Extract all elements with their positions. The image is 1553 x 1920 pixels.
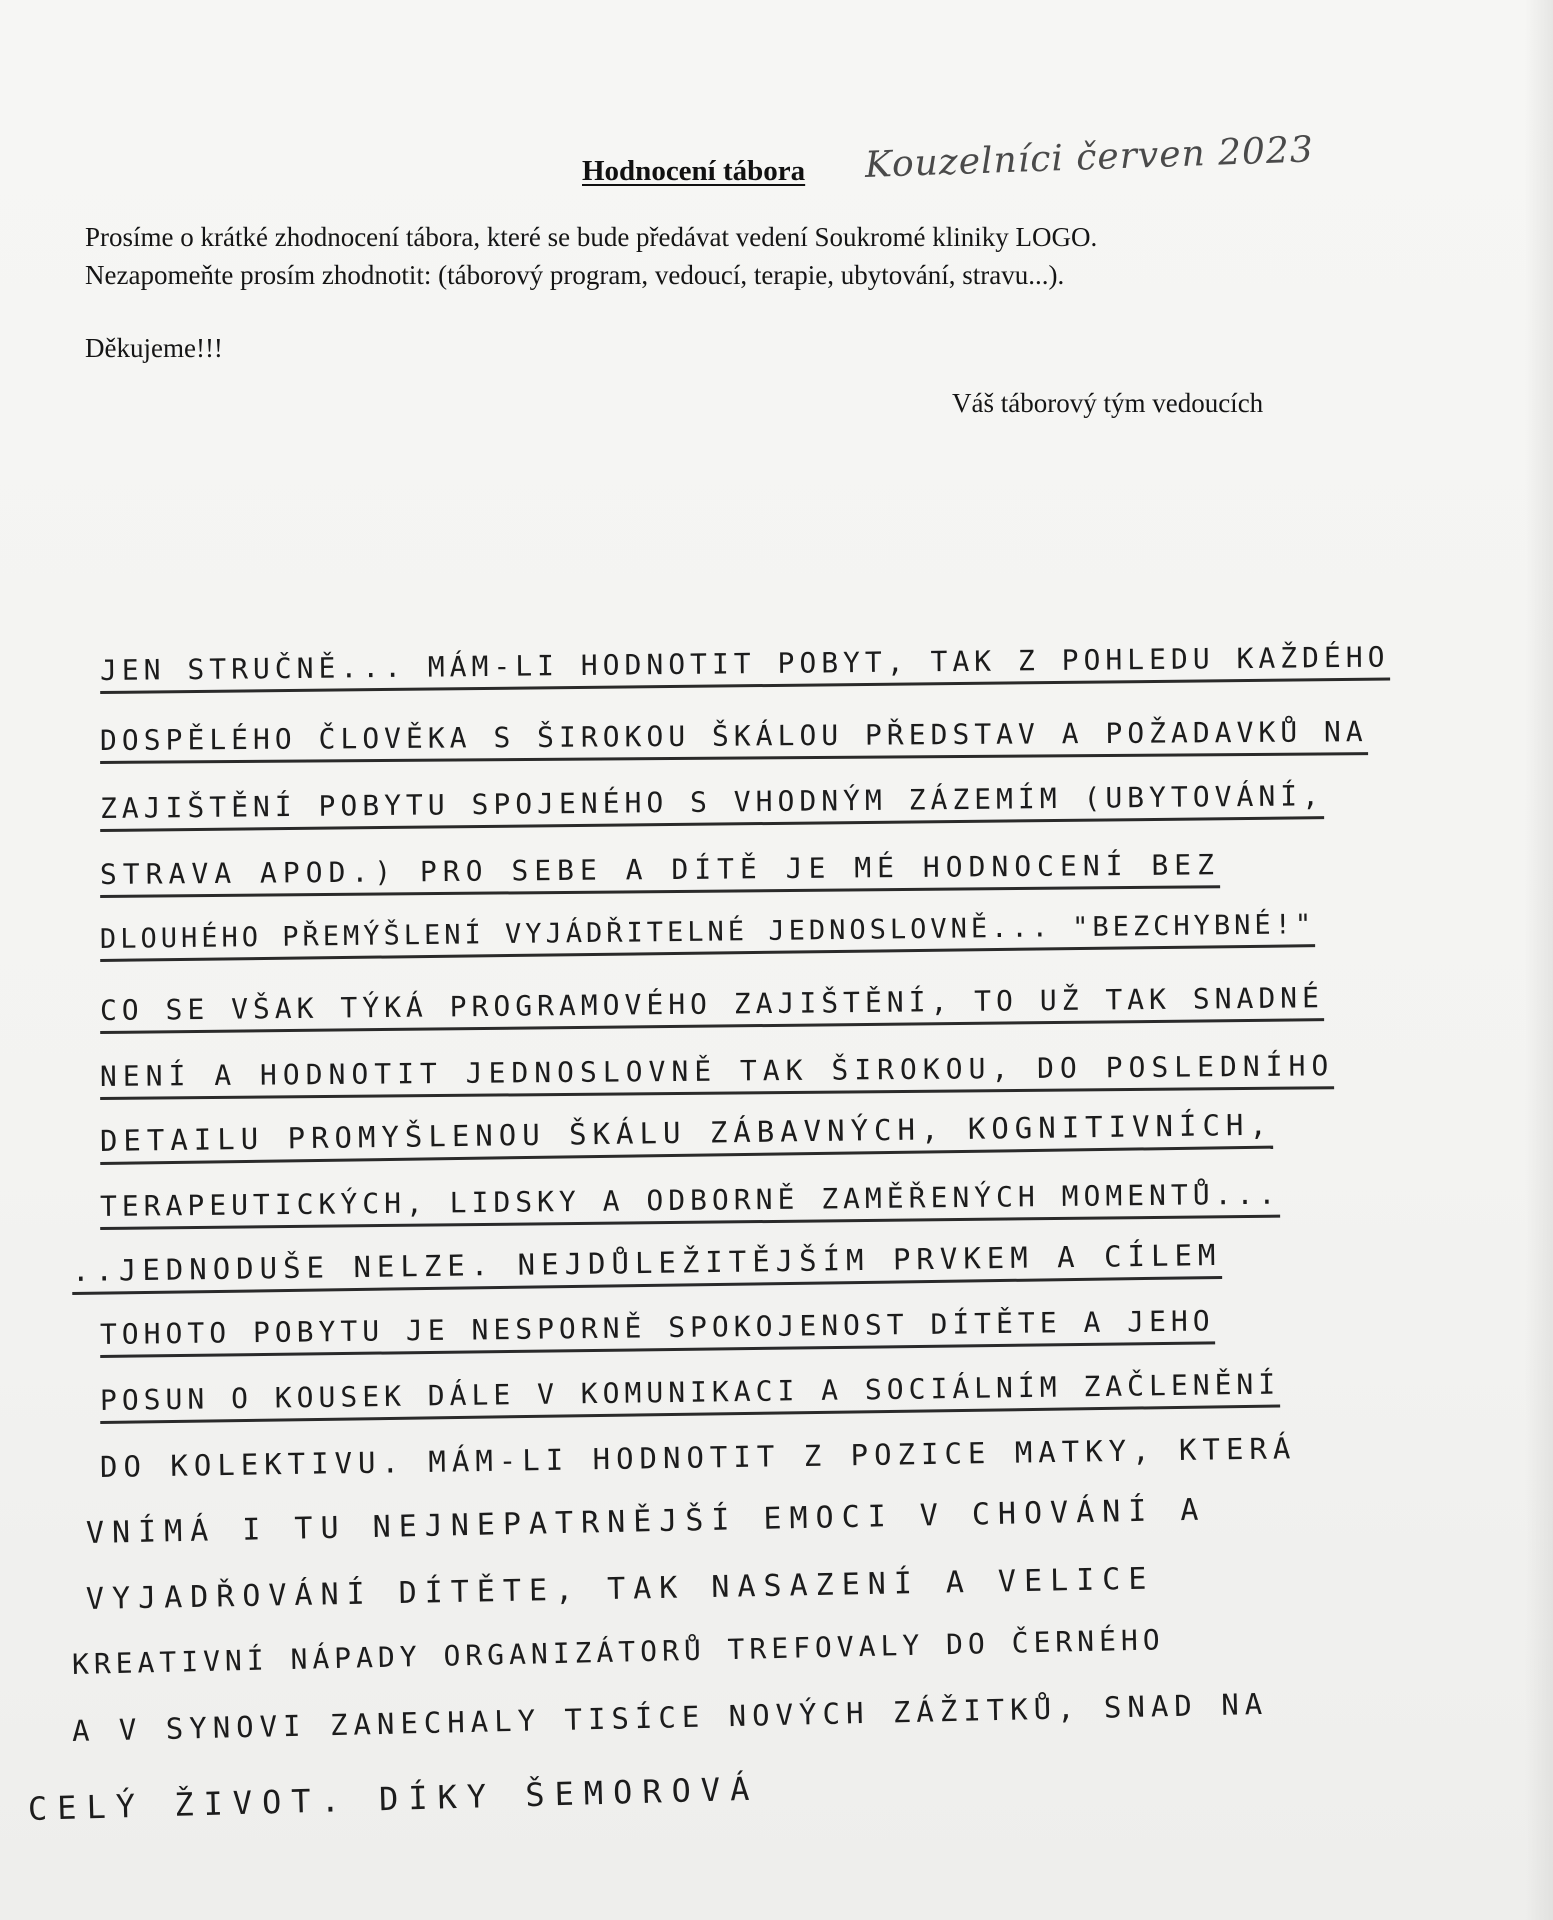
team-signature: Váš táborový tým vedoucích xyxy=(952,388,1264,418)
handwritten-line: DLOUHÉHO PŘEMÝŠLENÍ VYJÁDŘITELNÉ JEDNOSLOVNĚ... "BEZCHYBNÉ!" xyxy=(100,909,1316,962)
handwritten-line: VYJADŘOVÁNÍ DÍTĚTE, TAK NASAZENÍ A VELICE xyxy=(85,1561,1155,1617)
handwritten-line: JEN STRUČNĚ... MÁM-LI HODNOTIT POBYT, TAK Z POHLEDU KAŽDÉHO xyxy=(100,640,1390,694)
handwritten-line: CO SE VŠAK TÝKÁ PROGRAMOVÉHO ZAJIŠTĚNÍ, TO UŽ TAK SNADNÉ xyxy=(100,981,1324,1034)
handwritten-line: TOHOTO POBYTU JE NESPORNĚ SPOKOJENOST DÍTĚTE A JEHO xyxy=(100,1304,1215,1358)
handwritten-line: ZAJIŠTĚNÍ POBYTU SPOJENÉHO S VHODNÝM ZÁZEMÍM (UBYTOVÁNÍ, xyxy=(100,779,1324,832)
handwritten-line: TERAPEUTICKÝCH, LIDSKY A ODBORNĚ ZAMĚŘENÝCH MOMENTŮ... xyxy=(100,1178,1281,1230)
handwritten-line: POSUN O KOUSEK DÁLE V KOMUNIKACI A SOCIÁLNÍM ZAČLENĚNÍ xyxy=(100,1368,1281,1424)
page-title: Hodnocení tábora xyxy=(582,155,806,187)
handwritten-line: A V SYNOVI ZANECHALY TISÍCE NOVÝCH ZÁŽITKŮ, SNAD NA xyxy=(71,1686,1269,1748)
thanks-text: Děkujeme!!! xyxy=(85,333,223,363)
handwritten-line: CELÝ ŽIVOT. DÍKY ŠEMOROVÁ xyxy=(27,1769,760,1828)
handwritten-camp-note: Kouzelníci červen 2023 xyxy=(864,129,1315,186)
handwritten-line: DO KOLEKTIVU. MÁM-LI HODNOTIT Z POZICE MATKY, KTERÁ xyxy=(99,1431,1297,1484)
handwritten-line: NENÍ A HODNOTIT JEDNOSLOVNĚ TAK ŠIROKOU, DO POSLEDNÍHO xyxy=(100,1049,1335,1100)
handwritten-line: KREATIVNÍ NÁPADY ORGANIZÁTORŮ TREFOVALY DO ČERNÉHO xyxy=(71,1623,1165,1681)
handwritten-line: VNÍMÁ I TU NEJNEPATRNĚJŠÍ EMOCI V CHOVÁNÍ A xyxy=(85,1492,1207,1551)
handwritten-line: DETAILU PROMYŠLENOU ŠKÁLU ZÁBAVNÝCH, KOGNITIVNÍCH, xyxy=(100,1108,1273,1165)
handwritten-line: STRAVA APOD.) PRO SEBE A DÍTĚ JE MÉ HODNOCENÍ BEZ xyxy=(100,848,1220,898)
handwritten-line: ..JEDNODUŠE NELZE. NEJDŮLEŽITĚJŠÍM PRVKEM A CÍLEM xyxy=(72,1238,1222,1295)
intro-line-1: Prosíme o krátké zhodnocení tábora, které se bude předávat vedení Soukromé kliniky LOGO. xyxy=(85,222,1098,252)
intro-line-2: Nezapomeňte prosím zhodnotit: (táborový program, vedoucí, terapie, ubytování, stravu...). xyxy=(85,260,1065,290)
handwritten-line: DOSPĚLÉHO ČLOVĚKA S ŠIROKOU ŠKÁLOU PŘEDSTAV A POŽADAVKŮ NA xyxy=(100,715,1368,764)
